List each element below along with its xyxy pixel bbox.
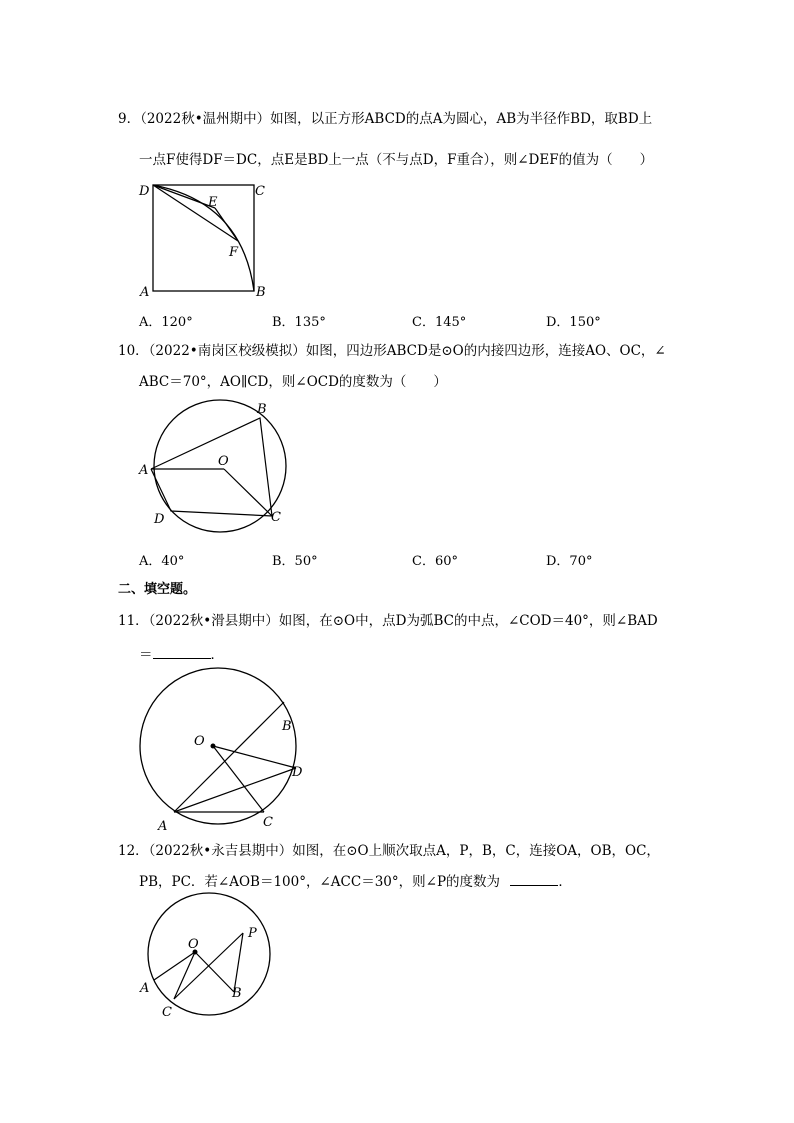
label-a: A [140,285,150,300]
square-abcd [153,185,254,291]
label-d: D [139,184,150,199]
q10-text-line1: 10．（2022•南岗区校级模拟）如图，四边形ABCD是⊙O的内接四边形，连接AO、OC，∠ [118,343,666,359]
q11-text-line2 [139,645,224,665]
q11-text-line1: 11．（2022秋•滑县期中）如图，在⊙O中，点D为弧BC的中点，∠COD＝40°，则∠BAD [118,613,658,629]
label-p: P [248,926,257,941]
label-o: O [188,937,199,952]
center-point-o [211,744,216,749]
q10-circle-figure [134,398,294,528]
label-c: C [162,1005,172,1020]
circle-o [148,893,270,1015]
label-a: A [139,463,149,478]
label-c: C [271,510,281,525]
quadrilateral-abcd [151,418,272,516]
section-heading: 二、填空题。 [118,582,197,597]
circle-o [140,668,296,824]
label-d: D [292,765,303,780]
label-a: A [158,819,168,834]
q9-choice-c[interactable]: C．145° [412,315,467,330]
q10-choices [139,550,639,570]
label-b: B [282,719,292,734]
q11-period: ． [210,647,224,663]
segment-oc [213,746,264,812]
segment-pb [234,933,243,992]
label-o: O [194,734,205,749]
q11-equals: ＝ [139,647,153,663]
q9-choice-a[interactable]: A．120° [139,315,193,330]
label-f: F [229,245,239,260]
label-e: E [208,195,218,210]
label-o: O [218,454,229,469]
segment-de [153,185,215,208]
label-d: D [154,512,165,527]
q9-text-line2: 一点F使得DF＝DC，点E是BD上一点（不与点D，F重合），则∠DEF的值为（ ） [139,152,654,168]
label-c: C [263,815,273,830]
segment-ob [195,952,234,992]
q12-text-line1: 12．（2022秋•永吉县期中）如图，在⊙O上顺次取点A，P，B，C，连接OA，OB，OC， [118,843,660,859]
q10-choice-a[interactable]: A．40° [139,554,185,569]
arc-bd [153,185,254,291]
q10-choice-d[interactable]: D．70° [546,554,593,569]
label-c: C [255,184,265,199]
q12-text-line2 [139,872,572,892]
q10-text-line2: ABC＝70°，AO∥CD，则∠OCD的度数为（ ） [139,374,447,390]
segment-oc [224,469,272,516]
q9-choice-d[interactable]: D．150° [546,315,601,330]
q10-choice-b[interactable]: B．50° [272,554,318,569]
segment-ef [215,208,238,241]
segment-od [213,746,296,768]
segment-ab [174,702,284,812]
label-b: B [256,285,266,300]
q12-period: ． [558,874,572,890]
q11-circle-figure [134,668,324,838]
q11-answer-blank[interactable] [153,658,211,659]
q10-choice-c[interactable]: C．60° [412,554,458,569]
label-b: B [232,986,242,1001]
q9-square-figure [134,180,274,300]
q9-choice-b[interactable]: B．135° [272,315,326,330]
q12-answer-blank[interactable] [510,885,558,886]
q9-choices [139,311,639,331]
segment-df [153,185,238,241]
q9-text-line1: 9．（2022秋•温州期中）如图，以正方形ABCD的点A为圆心，AB为半径作BD，取BD上 [118,111,653,127]
label-b: B [257,402,267,417]
q12-question: PB，PC．若∠AOB＝100°，∠ACC＝30°，则∠P的度数为 [139,874,501,890]
label-a: A [140,981,150,996]
q12-circle-figure [134,900,274,1025]
